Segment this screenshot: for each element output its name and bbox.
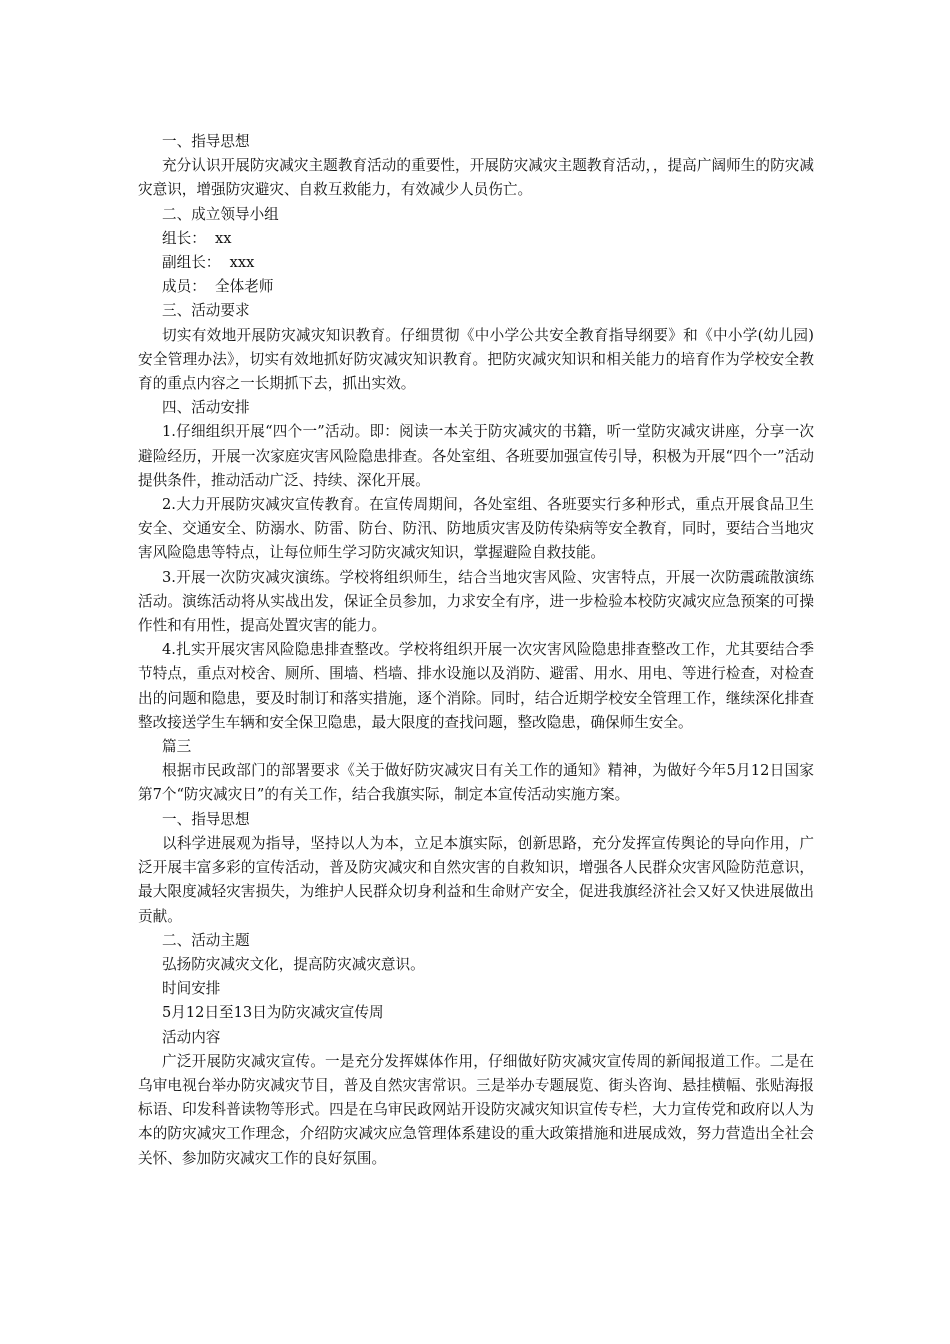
section-heading-guiding-ideology: 一、指导思想 [162,133,250,150]
section-heading-activity-requirements: 三、活动要求 [162,302,250,320]
paragraph-activity-content: 广泛开展防灾减灾宣传。一是充分发挥媒体作用，仔细做好防灾减灾宣传周的新闻报道工作。二是在乌审电视台举办防灾减灾节目，普及自然灾害常识。三是举办专题展览、街头咨询、悬挂横幅、张贴海报标语、印发科普读物等形式。四是在乌审民政网站开设防灾减灾知识宣传专栏，大力宣传党和政府以人为本的防灾减灾工作理念，介绍防灾减灾应急管理体系建设的重大政策措施和进展成效，努力营造出全社会关怀、参加防灾减灾工作的良好氛围。 [138,1052,814,1167]
paragraph-guiding-ideology: 充分认识开展防灾减灾主题教育活动的重要性，开展防灾减灾主题教育活动，，提高广阔师生的防灾减灾意识，增强防灾避灾、自救互救能力，有效减少人员伤亡。 [138,157,814,199]
part-three-heading: 篇三 [162,738,192,756]
paragraph-activity-requirements: 切实有效地开展防灾减灾知识教育。仔细贯彻《中小学公共安全教育指导纲要》和《中小学(幼儿园)安全管理办法》，切实有效地抓好防灾减灾知识教育。把防灾减灾知识和相关能力的培育作为学校安全教育的重点内容之一长期抓下去，抓出实效。 [138,326,814,393]
paragraph-arrangement-item-2: 2.大力开展防灾减灾宣传教育。在宣传周期间，各处室组、各班要实行多种形式，重点开展食品卫生安全、交通安全、防溺水、防雷、防台、防汛、防地质灾害及防传染病等安全教育，同时，要结合当地灾害风险隐患等特点，让每位师生学习防灾减灾知识，掌握避险自救技能。 [138,496,814,562]
paragraph-arrangement-item-3: 3.开展一次防灾减灾演练。学校将组织师生，结合当地灾害风险、灾害特点，开展一次防震疏散演练活动。演练活动将从实战出发，保证全员参加，力求安全有序，进一步检验本校防灾减灾应急预案的可操作性和有用性，提高处置灾害的能力。 [138,568,814,635]
paragraph-arrangement-item-1: 1.仔细组织开展“四个一”活动。即：阅读一本关于防灾减灾的书籍，听一堂防灾减灾讲座，分享一次避险经历，开展一次家庭灾害风险隐患排查。各处室组、各班要加强宣传引导，积极为开展“四个一”活动提供条件，推动活动广泛、持续、深化开展。 [138,423,814,489]
paragraph-schedule: 5月12日至13日为防灾减灾宣传周 [162,1004,384,1022]
document-page [138,130,814,1171]
paragraph-part-three-intro: 根据市民政部门的部署要求《关于做好防灾减灾日有关工作的通知》精神，为做好今年5月12日国家第7个“防灾减灾日”的有关工作，结合我旗实际，制定本宣传活动实施方案。 [138,762,814,804]
leader-line: 组长： xx [162,229,232,247]
section-heading-activity-content: 活动内容 [162,1028,221,1046]
paragraph-arrangement-item-4: 4.扎实开展灾害风险隐患排查整改。学校将组织开展一次灾害风险隐患排查整改工作，尤其要结合季节特点，重点对校舍、厕所、围墙、档墙、排水设施以及消防、避雷、用水、用电、等进行检查，对检查出的问题和隐患，要及时制订和落实措施，逐个消除。同时，结合近期学校安全管理工作，继续深化排查整改接送学生车辆和安全保卫隐患，最大限度的查找问题，整改隐患，确保师生安全。 [138,641,814,731]
section-heading-leadership-group: 二、成立领导小组 [162,205,279,223]
section-heading-activity-arrangement: 四、活动安排 [162,399,250,417]
section-heading-guiding-ideology-2: 一、指导思想 [162,810,250,828]
deputy-leader-line: 副组长： xxx [162,254,255,272]
paragraph-guiding-ideology-2: 以科学进展观为指导，坚持以人为本，立足本旗实际，创新思路，充分发挥宣传舆论的导向作用，广泛开展丰富多彩的宣传活动，普及防灾减灾和自然灾害的自救知识，增强各人民群众灾害风险防范意识，最大限度减轻灾害损失，为维护人民群众切身利益和生命财产安全，促进我旗经济社会又好又快进展做出贡献。 [138,834,814,925]
paragraph-activity-theme: 弘扬防灾减灾文化，提高防灾减灾意识。 [162,955,425,973]
section-heading-schedule: 时间安排 [162,980,221,998]
section-heading-activity-theme: 二、活动主题 [162,931,250,949]
members-line: 成员： 全体老师 [162,278,274,296]
